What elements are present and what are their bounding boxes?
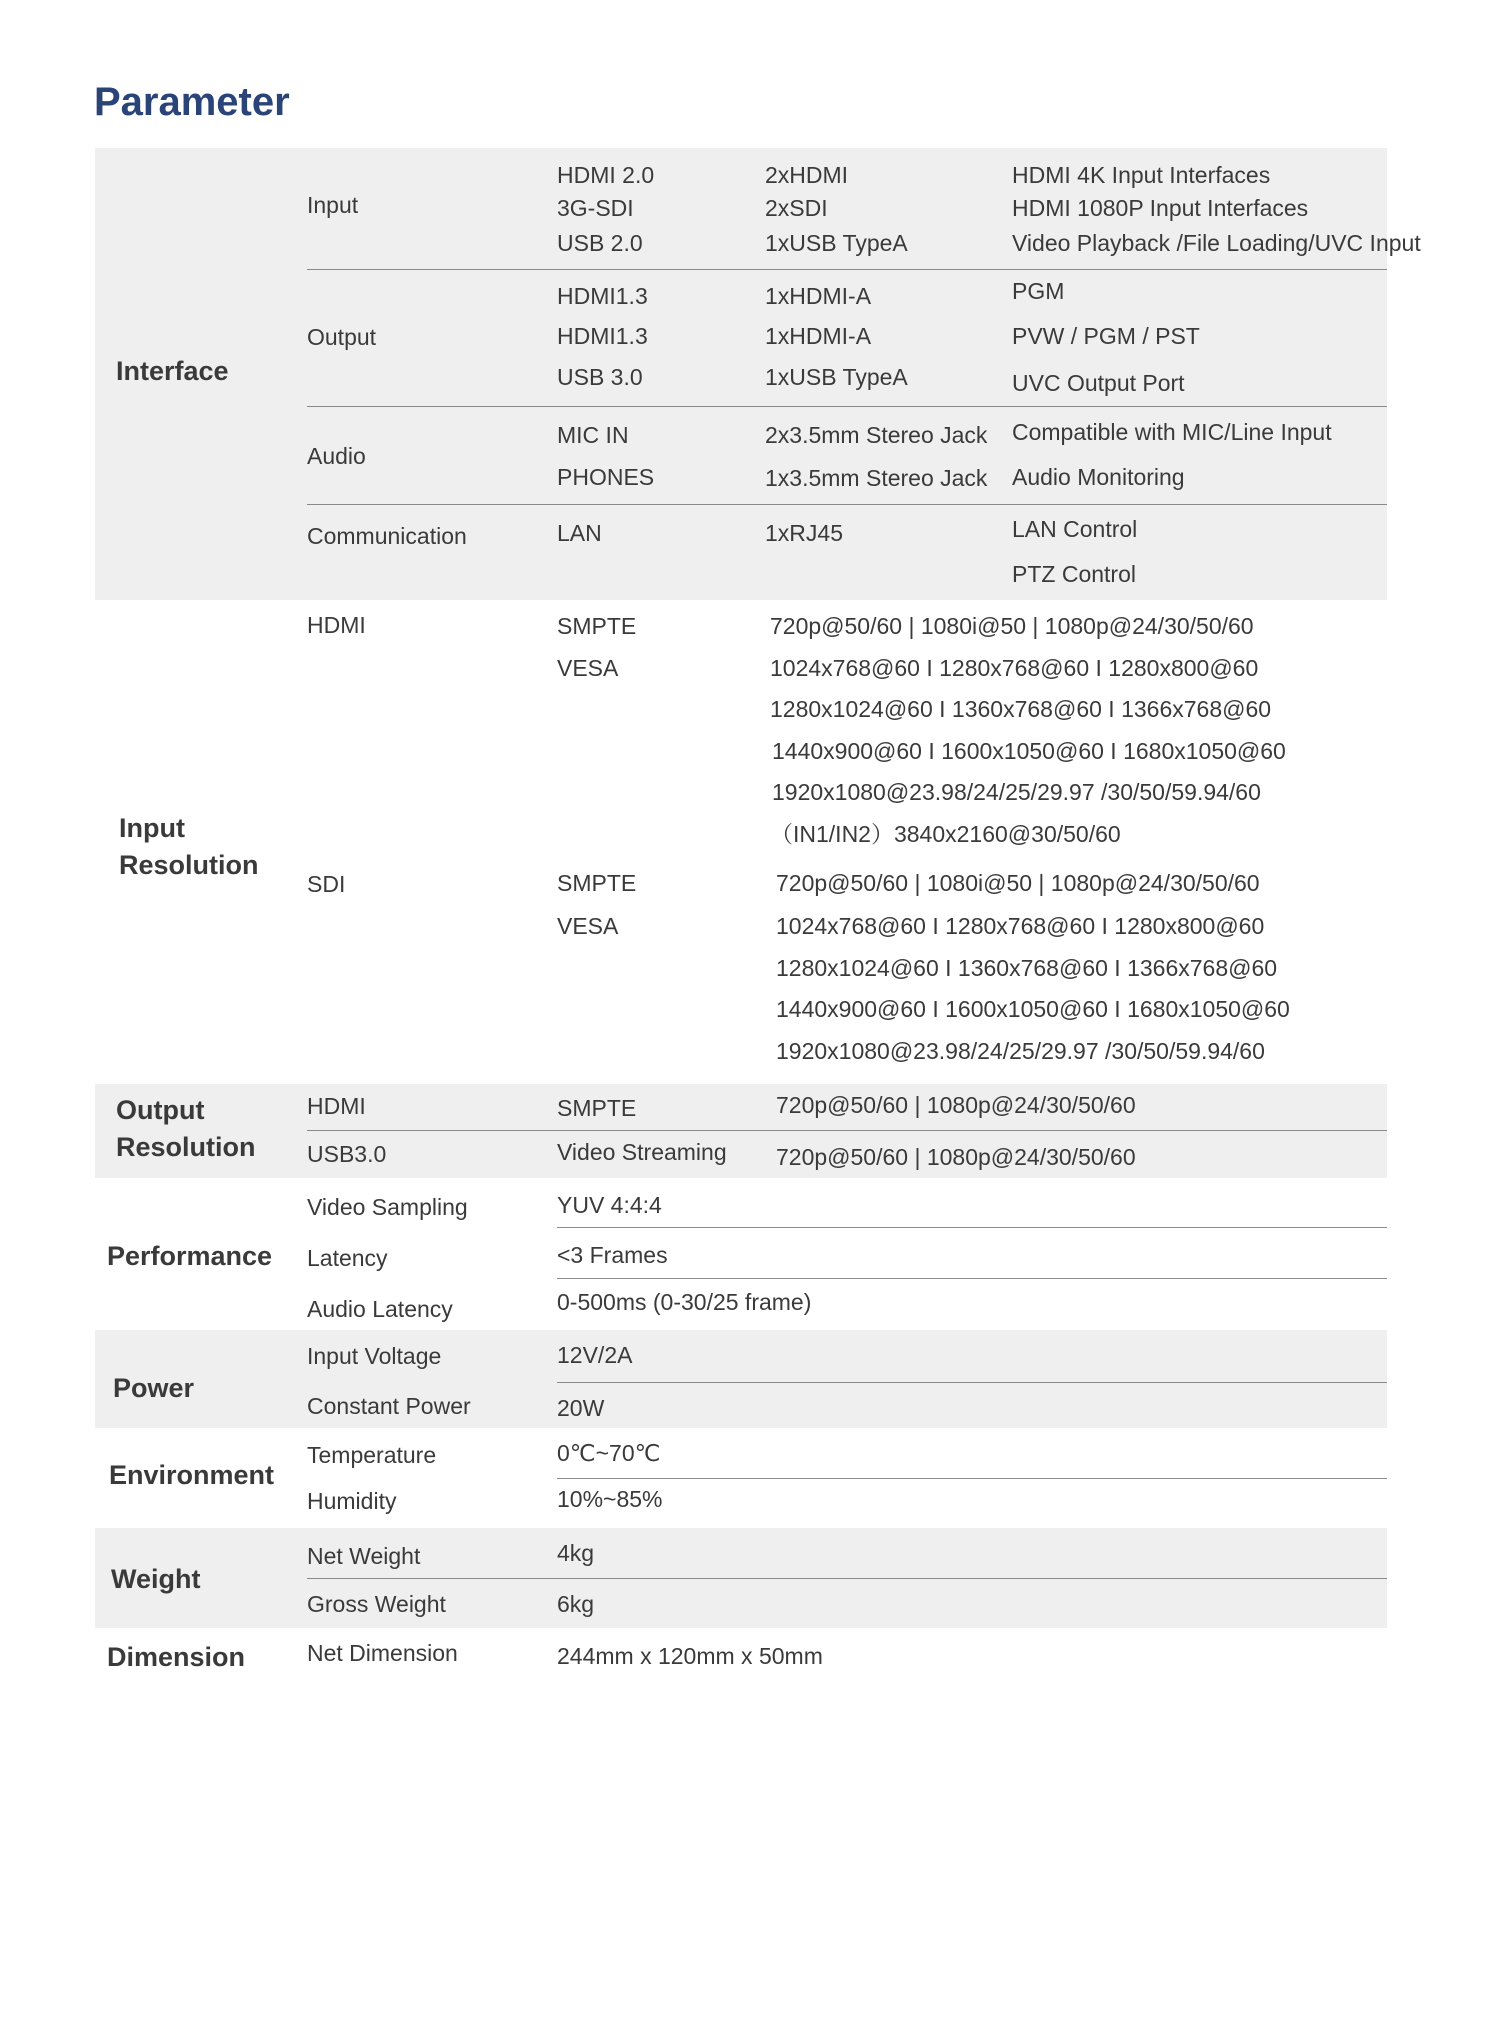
- divider: [307, 269, 1387, 270]
- output-resolution-title-1: Output: [116, 1095, 205, 1125]
- dimension-section: [95, 1628, 1387, 1684]
- audio-port-1: 2x3.5mm Stereo Jack: [765, 422, 988, 448]
- page-title: Parameter: [94, 80, 290, 124]
- audio-desc-2: Audio Monitoring: [1012, 464, 1185, 490]
- weight-label-1: Net Weight: [307, 1543, 421, 1569]
- input-port-3: 1xUSB TypeA: [765, 230, 908, 256]
- performance-title: Performance: [107, 1241, 273, 1271]
- output-resolution-title-2: Resolution: [116, 1132, 256, 1162]
- divider: [557, 1382, 1387, 1383]
- input-resolution-title-1: Input: [119, 813, 185, 843]
- output-res-hdmi-label: HDMI: [307, 1093, 366, 1119]
- interface-title: Interface: [116, 356, 229, 386]
- power-value-1: 12V/2A: [557, 1342, 633, 1368]
- power-label-2: Constant Power: [307, 1393, 471, 1419]
- communication-type: LAN: [557, 520, 602, 546]
- input-desc-3: Video Playback /File Loading/UVC Input: [1012, 230, 1421, 256]
- input-sdi-label: SDI: [307, 871, 346, 897]
- perf-value-1: YUV 4:4:4: [557, 1192, 662, 1218]
- output-res-hdmi-value: 720p@50/60 | 1080p@24/30/50/60: [776, 1092, 1136, 1118]
- audio-port-2: 1x3.5mm Stereo Jack: [765, 465, 988, 491]
- audio-type-1: MIC IN: [557, 422, 629, 448]
- input-desc-1: HDMI 4K Input Interfaces: [1012, 162, 1271, 188]
- output-desc-3: UVC Output Port: [1012, 370, 1185, 396]
- input-resolution-section: [95, 600, 1387, 1084]
- perf-label-3: Audio Latency: [307, 1296, 453, 1322]
- input-desc-2: HDMI 1080P Input Interfaces: [1012, 195, 1309, 221]
- output-desc-1: PGM: [1012, 278, 1065, 304]
- audio-label: Audio: [307, 443, 366, 469]
- output-label: Output: [307, 324, 377, 350]
- audio-type-2: PHONES: [557, 464, 655, 490]
- output-port-3: 1xUSB TypeA: [765, 364, 908, 390]
- output-port-2: 1xHDMI-A: [765, 323, 872, 349]
- input-sdi-res-4: 1440x900@60 I 1600x1050@60 I 1680x1050@60: [776, 996, 1290, 1022]
- input-sdi-res-3: 1280x1024@60 I 1360x768@60 I 1366x768@60: [776, 955, 1278, 981]
- dimension-value: 244mm x 120mm x 50mm: [557, 1643, 823, 1669]
- output-type-3: USB 3.0: [557, 364, 643, 390]
- power-title: Power: [113, 1373, 195, 1403]
- input-port-2: 2xSDI: [765, 195, 828, 221]
- divider: [307, 504, 1387, 505]
- output-type-1: HDMI1.3: [557, 283, 648, 309]
- dimension-label: Net Dimension: [307, 1640, 458, 1666]
- interface-section: [95, 148, 1421, 600]
- divider: [557, 1278, 1387, 1279]
- environment-title: Environment: [109, 1460, 275, 1490]
- input-sdi-res-2: 1024x768@60 I 1280x768@60 I 1280x800@60: [776, 913, 1265, 939]
- performance-section: [95, 1178, 1387, 1330]
- power-label-1: Input Voltage: [307, 1343, 442, 1369]
- communication-desc-1: LAN Control: [1012, 516, 1138, 542]
- weight-section: [95, 1528, 1387, 1628]
- communication-label: Communication: [307, 523, 467, 549]
- perf-label-1: Video Sampling: [307, 1194, 468, 1220]
- input-sdi-std-smpte: SMPTE: [557, 870, 637, 896]
- env-value-2: 10%~85%: [557, 1486, 663, 1512]
- input-resolution-title-2: Resolution: [119, 850, 259, 880]
- communication-desc-2: PTZ Control: [1012, 561, 1136, 587]
- env-value-1: 0℃~70℃: [557, 1440, 661, 1466]
- dimension-title: Dimension: [107, 1642, 246, 1672]
- input-port-1: 2xHDMI: [765, 162, 849, 188]
- input-sdi-std-vesa: VESA: [557, 913, 619, 939]
- output-resolution-section: [95, 1084, 1387, 1178]
- power-value-2: 20W: [557, 1395, 605, 1421]
- divider: [307, 1578, 1387, 1579]
- input-type-3: USB 2.0: [557, 230, 643, 256]
- env-label-1: Temperature: [307, 1442, 437, 1468]
- weight-value-2: 6kg: [557, 1591, 595, 1617]
- perf-value-3: 0-500ms (0-30/25 frame): [557, 1289, 812, 1315]
- env-label-2: Humidity: [307, 1488, 397, 1514]
- input-sdi-res-5: 1920x1080@23.98/24/25/29.97 /30/50/59.94/60: [776, 1038, 1265, 1064]
- input-hdmi-res-1: 720p@50/60 | 1080i@50 | 1080p@24/30/50/60: [770, 613, 1254, 639]
- divider: [307, 406, 1387, 407]
- weight-title: Weight: [111, 1564, 201, 1594]
- input-hdmi-res-5: 1920x1080@23.98/24/25/29.97 /30/50/59.94/60: [772, 779, 1261, 805]
- input-hdmi-res-6: （IN1/IN2）3840x2160@30/50/60: [770, 821, 1121, 847]
- input-type-2: 3G-SDI: [557, 195, 634, 221]
- input-hdmi-std-smpte: SMPTE: [557, 613, 637, 639]
- audio-desc-1: Compatible with MIC/Line Input: [1012, 419, 1332, 445]
- perf-value-2: <3 Frames: [557, 1242, 668, 1268]
- output-desc-2: PVW / PGM / PST: [1012, 323, 1200, 349]
- input-hdmi-res-4: 1440x900@60 I 1600x1050@60 I 1680x1050@60: [772, 738, 1286, 764]
- input-hdmi-std-vesa: VESA: [557, 655, 619, 681]
- input-hdmi-res-3: 1280x1024@60 I 1360x768@60 I 1366x768@60: [770, 696, 1272, 722]
- divider: [557, 1227, 1387, 1228]
- divider: [557, 1478, 1387, 1479]
- weight-value-1: 4kg: [557, 1540, 595, 1566]
- input-hdmi-label: HDMI: [307, 612, 366, 638]
- environment-section: [95, 1428, 1387, 1528]
- output-res-usb-value: 720p@50/60 | 1080p@24/30/50/60: [776, 1144, 1136, 1170]
- perf-label-2: Latency: [307, 1245, 388, 1271]
- output-port-1: 1xHDMI-A: [765, 283, 872, 309]
- output-type-2: HDMI1.3: [557, 323, 648, 349]
- power-section: [95, 1330, 1387, 1428]
- output-res-usb-type: Video Streaming: [557, 1139, 727, 1165]
- output-res-hdmi-type: SMPTE: [557, 1095, 637, 1121]
- input-type-1: HDMI 2.0: [557, 162, 655, 188]
- communication-port: 1xRJ45: [765, 520, 843, 546]
- weight-label-2: Gross Weight: [307, 1591, 446, 1617]
- input-hdmi-res-2: 1024x768@60 I 1280x768@60 I 1280x800@60: [770, 655, 1259, 681]
- input-sdi-res-1: 720p@50/60 | 1080i@50 | 1080p@24/30/50/60: [776, 870, 1260, 896]
- input-label: Input: [307, 192, 359, 218]
- output-res-usb-label: USB3.0: [307, 1141, 387, 1167]
- divider: [307, 1130, 1387, 1131]
